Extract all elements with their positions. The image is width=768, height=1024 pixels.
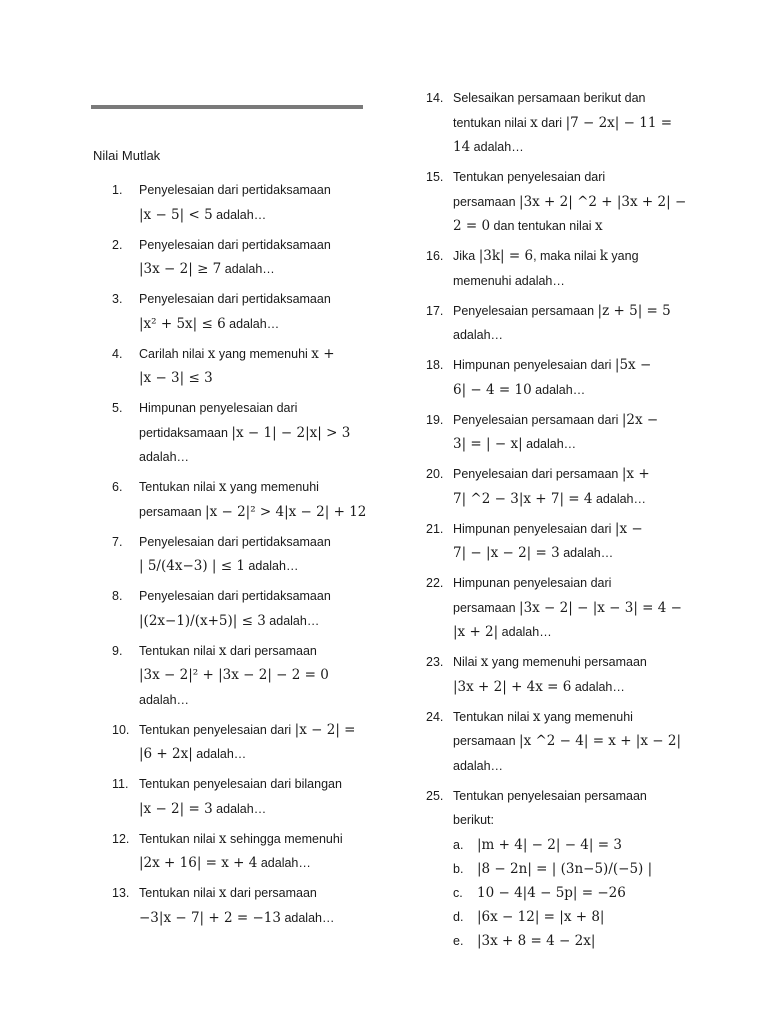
question-item [426,165,688,239]
question-text: Tentukan nilai [139,643,219,658]
question-item [112,530,370,579]
question-text: Penyelesaian persamaan [453,303,598,318]
question-line [453,353,688,378]
math-expression: x [218,479,227,495]
question-text: Tentukan nilai [139,886,219,900]
question-item [426,86,688,160]
math-expression: | 5/(4x−3) | ≤ 1 [139,558,245,574]
sub-question-letter: b. [453,861,464,876]
math-expression: |6 + 2x| [139,746,193,762]
question-text: adalah… [571,679,625,694]
question-text: persamaan [139,504,206,519]
math-expression: |6x − 12| = |x + 8| [477,908,605,925]
question-number: 23. [426,655,444,669]
question-number: 6. [112,480,123,494]
math-expression: |3x + 8 = 4 − 2x| [477,932,596,949]
question-line [139,287,370,312]
question-item [426,244,688,293]
math-expression: |z + 5| = 5 [597,302,671,319]
question-text: tentukan nilai [453,115,531,130]
question-line [453,650,688,675]
question-text: yang memenuhi [226,480,319,494]
question-line [139,475,370,500]
question-number: 12. [112,831,130,846]
question-line [139,203,370,228]
sub-question-letter: c. [453,885,463,900]
question-text: Penyelesaian persamaan dari [453,412,622,427]
question-text: berikut: [453,813,494,827]
question-text: Selesaikan persamaan berikut dan [453,91,646,105]
question-text: persamaan [453,194,520,209]
math-expression: |3k| = 6 [478,248,534,264]
question-text: Penyelesaian dari pertidaksamaan [139,237,331,252]
question-text: Himpunan penyelesaian dari [139,401,298,415]
math-expression: x [218,885,227,901]
math-expression: |x − 1| − 2|x| > 3 [231,424,351,441]
question-text: Penyelesaian dari pertidaksamaan [139,589,331,603]
question-text: memenuhi adalah… [453,273,565,288]
math-expression: |x − 2| = [294,721,356,738]
question-text: yang [607,249,639,263]
question-item [112,178,370,227]
question-text: adalah… [470,140,524,154]
question-text: yang memenuhi [215,346,312,361]
question-item [112,772,370,821]
question-text: adalah… [192,747,247,761]
question-item [112,584,370,633]
question-text: Penyelesaian dari persamaan [453,467,622,481]
question-list-right [426,86,688,958]
sub-question [453,929,688,953]
question-text: Penyelesaian dari pertidaksamaan [139,292,331,306]
question-line [453,432,688,457]
question-line [139,366,370,391]
question-line [139,609,370,634]
question-line [139,772,370,797]
math-expression: 2 = 0 [453,218,491,234]
question-line [139,396,370,421]
question-line [139,742,370,767]
question-line [139,851,370,876]
question-line [139,584,370,609]
question-text: , maka nilai [533,249,600,263]
question-text: Himpunan penyelesaian dari [453,521,615,536]
question-item [112,233,370,282]
question-number: 4. [112,346,123,361]
question-line [453,408,688,433]
math-expression: |x² + 5x| ≤ 6 [139,315,226,332]
question-line [453,705,688,730]
question-text: dan tentukan nilai [490,219,596,233]
question-text: Nilai [453,655,481,669]
math-expression: 6| − 4 = 10 [453,381,532,398]
question-text: yang memenuhi persamaan [488,655,647,669]
question-text: Tentukan penyelesaian dari [453,170,606,184]
math-expression: |7 − 2x| − 11 = [565,114,673,131]
math-expression: |x − 2|² > 4|x − 2| + 12 [205,503,367,520]
question-text: adalah… [559,546,614,560]
question-line [139,445,370,470]
question-number: 5. [112,401,123,415]
question-line [453,165,688,190]
question-line [453,111,688,136]
math-expression: x [218,830,227,847]
math-expression: 14 [453,139,471,155]
math-expression: x [530,114,538,131]
question-line [139,421,370,446]
question-number: 2. [112,237,123,252]
question-text: adalah… [265,613,320,628]
math-expression: 10 − 4|4 − 5p| = −26 [477,884,626,901]
question-number: 21. [426,521,444,536]
question-text: Tentukan penyelesaian persamaan [453,788,647,803]
question-text: adalah… [139,692,190,707]
question-text: persamaan [453,734,520,748]
question-line [139,718,370,743]
math-expression: x + [311,345,335,362]
question-item [112,287,370,336]
question-item [112,342,370,391]
question-item [426,650,688,699]
question-item [112,475,370,524]
question-number: 17. [426,303,444,318]
question-text: Himpunan penyelesaian dari [453,358,615,372]
sub-question [453,833,688,857]
math-expression: |8 − 2n| = | (3n−5)/(−5) | [477,860,653,877]
question-text: Carilah nilai [139,346,208,361]
math-expression: |5x − [614,357,652,373]
math-expression: |x − 5| < 5 [139,206,213,223]
question-line [453,808,688,833]
question-item [426,571,688,645]
question-line [139,797,370,822]
question-list-left [112,178,370,936]
question-line [453,541,688,566]
question-line [453,214,688,239]
math-expression: 3| = | − x| [453,436,523,452]
question-number: 15. [426,170,444,184]
question-text: persamaan [453,600,520,615]
question-line [453,675,688,700]
math-expression: k [599,248,608,264]
question-line [139,881,370,906]
question-line [453,269,688,294]
question-number: 14. [426,91,444,105]
question-text: adalah… [221,262,275,276]
math-expression: |m + 4| − 2| − 4| = 3 [477,836,622,853]
question-line [453,462,688,487]
math-expression: x [207,345,216,362]
question-item [426,299,688,348]
question-number: 24. [426,709,444,724]
question-line [139,554,370,579]
question-number: 10. [112,722,130,737]
sub-question-letter: d. [453,909,464,924]
question-item [112,827,370,876]
question-text: Penyelesaian dari pertidaksamaan [139,534,331,549]
question-line [453,378,688,403]
question-line [453,754,688,779]
question-number: 22. [426,576,444,590]
math-expression: |3x − 2| ≥ 7 [139,261,222,277]
question-line [453,244,688,269]
question-line [139,342,370,367]
question-line [453,190,688,215]
question-number: 25. [426,788,444,803]
question-line [139,257,370,282]
math-expression: |2x + 16| = x + 4 [139,855,258,871]
math-expression: |3x + 2| ^2 + |3x + 2| − [519,193,687,210]
question-line [139,500,370,525]
question-text: adalah… [212,207,267,222]
question-text: Tentukan nilai [139,480,219,494]
question-text: dari [537,115,566,130]
question-line [453,135,688,160]
sub-question [453,881,688,905]
question-line [139,827,370,852]
question-line [453,784,688,809]
question-number: 11. [112,777,129,791]
math-expression: |3x + 2| + 4x = 6 [453,678,572,695]
question-item [426,784,688,953]
question-text: Tentukan nilai [453,709,533,724]
question-text: adalah… [531,382,586,397]
question-text: adalah… [212,801,267,816]
math-expression: |x ^2 − 4| = x + |x − 2| [519,733,681,749]
sub-question [453,857,688,881]
question-line [453,620,688,645]
question-line [453,299,688,324]
sub-question-letter: e. [453,933,464,948]
question-text: Himpunan penyelesaian dari [453,576,612,590]
question-text: adalah… [498,625,552,639]
question-line [453,487,688,512]
question-number: 20. [426,467,444,481]
question-line [453,571,688,596]
question-line [139,639,370,664]
question-number: 7. [112,534,123,549]
sub-question-letter: a. [453,837,464,852]
question-text: Tentukan penyelesaian dari [139,722,295,737]
question-text: Tentukan penyelesaian dari bilangan [139,777,342,791]
question-text: Jika [453,249,479,263]
question-number: 18. [426,358,444,372]
question-line [453,323,688,348]
question-item [426,462,688,511]
question-text: Penyelesaian dari pertidaksamaan [139,183,331,197]
question-number: 9. [112,643,123,658]
question-number: 8. [112,589,123,603]
question-line [453,86,688,111]
question-line [453,729,688,754]
math-expression: −3|x − 7| + 2 = −13 [139,909,281,926]
math-expression: |3x − 2| − |x − 3| = 4 − [519,599,682,616]
math-expression: |3x − 2|² + |3x − 2| − 2 = 0 [139,667,329,683]
math-expression: |x − [614,520,643,537]
question-line [139,233,370,258]
question-text: sehingga memenuhi [226,831,343,846]
math-expression: x [532,708,541,725]
math-expression: 7| − |x − 2| = 3 [453,545,560,561]
question-text: adalah… [453,758,504,773]
math-expression: x [218,642,227,659]
question-line [139,663,370,688]
question-item [112,639,370,713]
question-number: 19. [426,412,444,427]
question-number: 3. [112,292,123,306]
question-line [139,178,370,203]
question-text: dari persamaan [226,643,317,658]
sub-question-list [453,833,688,953]
question-number: 13. [112,886,130,900]
math-expression: x [595,218,603,234]
question-line [453,596,688,621]
question-text: adalah… [592,491,647,506]
question-item [426,408,688,457]
question-text: yang memenuhi [540,709,633,724]
math-expression: |(2x−1)/(x+5)| ≤ 3 [139,612,266,629]
question-item [112,881,370,930]
question-text: pertidaksamaan [139,425,232,440]
question-number: 1. [112,183,123,197]
math-expression: |x + [621,466,650,482]
math-expression: x [480,654,489,670]
math-expression: |2x − [621,411,659,428]
math-expression: |x − 3| ≤ 3 [139,370,213,386]
question-text: adalah… [453,328,504,342]
header-rule [91,105,363,109]
question-number: 16. [426,249,444,263]
question-item [426,705,688,779]
question-text: adalah… [257,856,311,870]
question-text: Tentukan nilai [139,831,219,846]
question-item [112,718,370,767]
question-text: dari persamaan [226,886,317,900]
question-item [426,353,688,402]
question-line [139,906,370,931]
question-text: adalah… [280,910,335,925]
question-text: adalah… [139,450,190,464]
math-expression: 7| ^2 − 3|x + 7| = 4 [453,490,593,507]
question-text: adalah… [225,316,280,331]
question-text: adalah… [244,559,299,573]
math-expression: |x + 2| [453,624,499,640]
question-line [453,517,688,542]
sub-question [453,905,688,929]
question-line [139,688,370,713]
math-expression: |x − 2| = 3 [139,800,213,817]
question-item [426,517,688,566]
question-text: adalah… [522,437,577,451]
question-line [139,530,370,555]
section-heading: Nilai Mutlak [93,148,161,163]
question-item [112,396,370,470]
question-line [139,312,370,337]
